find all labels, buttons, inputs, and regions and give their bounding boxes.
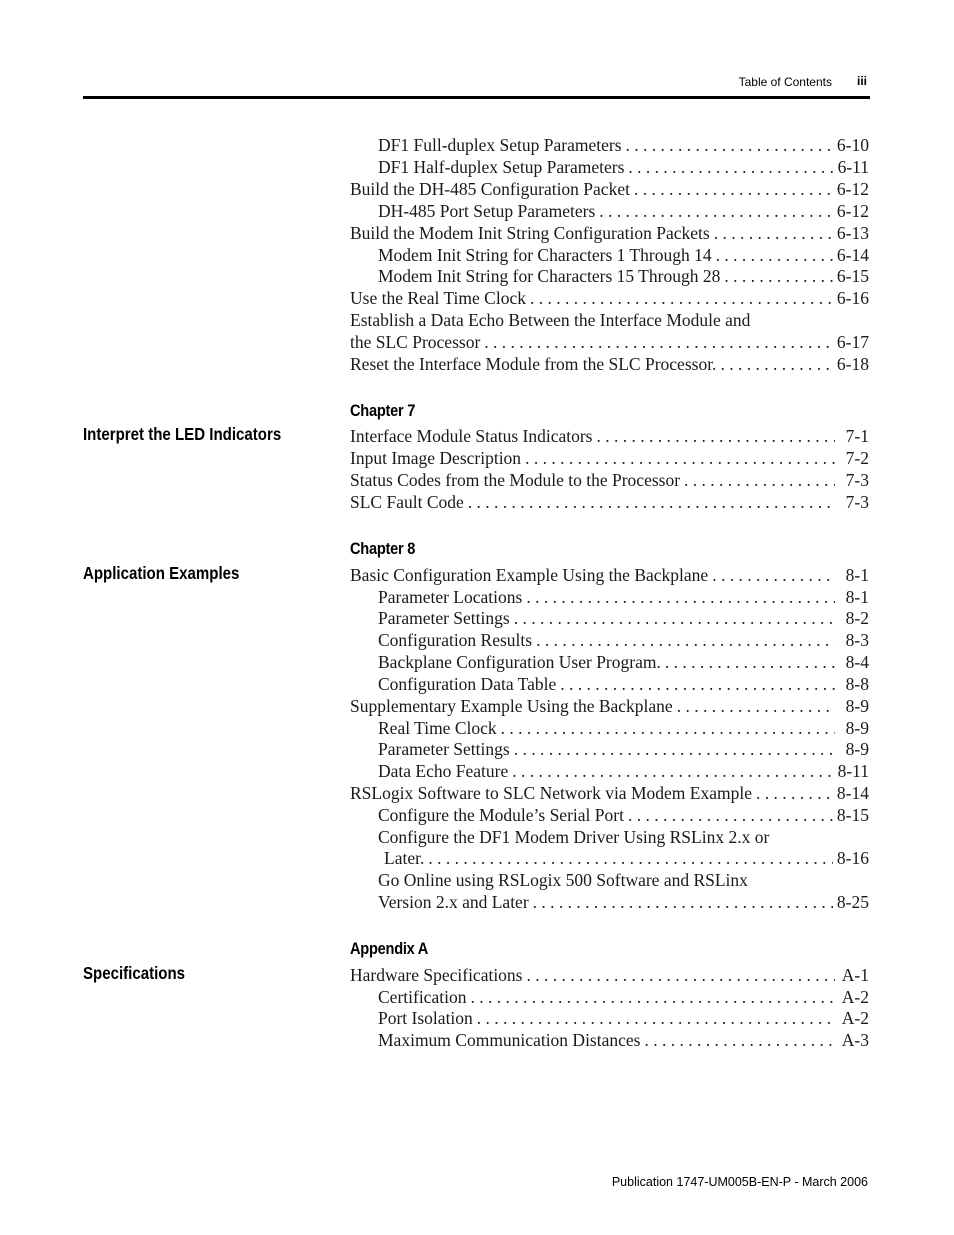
- toc-entry[interactable]: Configure the Module’s Serial Port . . . 8-15: [378, 804, 869, 826]
- toc-entry[interactable]: Parameter Locations . . . 8-1: [378, 586, 869, 608]
- toc-entry[interactable]: DF1 Full-duplex Setup Parameters . . . 6-10: [378, 134, 869, 156]
- toc-entry[interactable]: Reset the Interface Module from the SLC Processor. . . . 6-18: [350, 353, 869, 375]
- chapter-heading: Chapter 7: [350, 401, 416, 420]
- appendix-heading: Appendix A: [350, 939, 429, 958]
- toc-entry[interactable]: Port Isolation . . . A-2: [378, 1007, 869, 1029]
- toc-entry[interactable]: Build the DH-485 Configuration Packet . . . 6-12: [350, 178, 869, 200]
- toc-entry[interactable]: Interface Module Status Indicators . . . 7-1: [350, 425, 869, 447]
- toc-entry[interactable]: DH-485 Port Setup Parameters . . . 6-12: [378, 200, 869, 222]
- running-header: Table of Contents: [738, 75, 832, 89]
- chapter-title: Application Examples: [83, 563, 240, 583]
- toc-entry[interactable]: Basic Configuration Example Using the Backplane . . . 8-1: [350, 564, 869, 586]
- toc-entry[interactable]: Certification . . . A-2: [378, 986, 869, 1008]
- toc-entry[interactable]: RSLogix Software to SLC Network via Modem Example . . . 8-14: [350, 782, 869, 804]
- appendix-title: Specifications: [83, 963, 186, 983]
- toc-entry[interactable]: Backplane Configuration User Program. . . . 8-4: [378, 651, 869, 673]
- toc-entry[interactable]: Maximum Communication Distances . . . A-3: [378, 1029, 869, 1051]
- toc-entry[interactable]: Modem Init String for Characters 15 Through 28 . . . 6-15: [378, 265, 869, 287]
- chapter-title: Interpret the LED Indicators: [83, 424, 282, 444]
- toc-entry[interactable]: the SLC Processor . . . 6-17: [350, 331, 869, 353]
- toc-entry[interactable]: SLC Fault Code . . . 7-3: [350, 491, 869, 513]
- toc-entry[interactable]: Modem Init String for Characters 1 Through 14 . . . 6-14: [378, 244, 869, 266]
- toc-entry[interactable]: Later. . . . 8-16: [384, 847, 869, 869]
- toc-entry[interactable]: Real Time Clock . . . 8-9: [378, 717, 869, 739]
- toc-entry[interactable]: Version 2.x and Later . . . 8-25: [378, 891, 869, 913]
- toc-entry[interactable]: Configuration Results . . . 8-3: [378, 629, 869, 651]
- toc-entry-line[interactable]: Configure the DF1 Modem Driver Using RSLinx 2.x or: [378, 827, 770, 847]
- toc-entry-line[interactable]: Establish a Data Echo Between the Interface Module and: [350, 310, 751, 330]
- toc-entry[interactable]: Hardware Specifications . . . A-1: [350, 964, 869, 986]
- toc-entry[interactable]: Data Echo Feature . . . 8-11: [378, 760, 869, 782]
- toc-entry[interactable]: Supplementary Example Using the Backplane . . . 8-9: [350, 695, 869, 717]
- toc-entry-line[interactable]: Go Online using RSLogix 500 Software and RSLinx: [378, 870, 748, 890]
- toc-entry[interactable]: Build the Modem Init String Configuration Packets . . . 6-13: [350, 222, 869, 244]
- toc-entry[interactable]: Configuration Data Table . . . 8-8: [378, 673, 869, 695]
- toc-entry[interactable]: Parameter Settings . . . 8-9: [378, 738, 869, 760]
- toc-entry[interactable]: Use the Real Time Clock . . . 6-16: [350, 287, 869, 309]
- toc-entry[interactable]: Parameter Settings . . . 8-2: [378, 607, 869, 629]
- chapter-heading: Chapter 8: [350, 539, 416, 558]
- toc-entry[interactable]: Input Image Description . . . 7-2: [350, 447, 869, 469]
- publication-footer: Publication 1747-UM005B-EN-P - March 2006: [611, 1175, 868, 1189]
- page-number: iii: [857, 74, 868, 88]
- toc-entry[interactable]: DF1 Half-duplex Setup Parameters . . . 6-11: [378, 156, 869, 178]
- header-rule: [83, 96, 870, 99]
- toc-entry[interactable]: Status Codes from the Module to the Processor . . . 7-3: [350, 469, 869, 491]
